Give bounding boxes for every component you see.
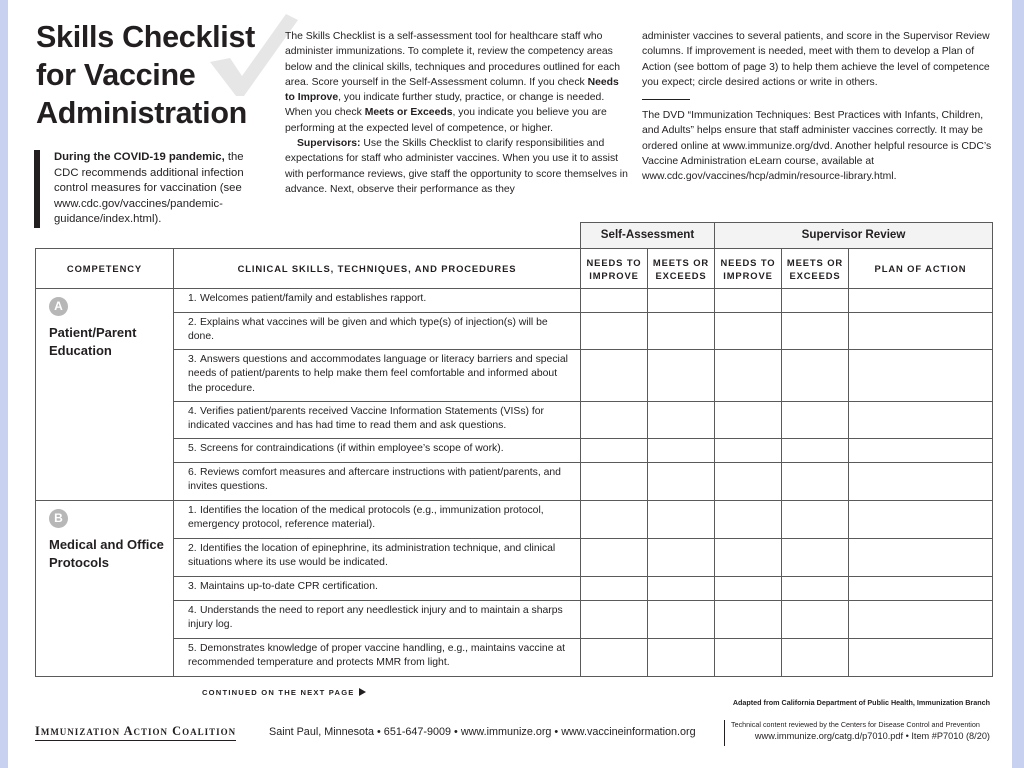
table-row — [36, 539, 993, 577]
skill-cell — [174, 463, 581, 501]
self-needs-cell[interactable] — [581, 639, 648, 677]
super-meets-cell[interactable] — [782, 601, 849, 639]
table-row — [36, 463, 993, 501]
intro-paragraph-2 — [285, 136, 630, 197]
skill-number: 4. — [188, 605, 197, 616]
super-needs-cell[interactable] — [715, 313, 782, 350]
self-meets-cell[interactable] — [648, 601, 715, 639]
self-needs-cell[interactable] — [581, 439, 648, 463]
intro-emphasis: Needs to Improve — [285, 76, 619, 104]
skill-text: Welcomes patient/family and establishes rapport. — [200, 293, 427, 304]
self-needs-cell[interactable] — [581, 539, 648, 577]
plan-of-action-cell[interactable] — [849, 439, 993, 463]
skill-number: 5. — [188, 643, 197, 654]
self-meets-cell[interactable] — [648, 501, 715, 539]
plan-of-action-cell[interactable] — [849, 289, 993, 313]
super-meets-cell[interactable] — [782, 639, 849, 677]
self-needs-cell[interactable] — [581, 402, 648, 439]
plan-of-action-cell[interactable] — [849, 350, 993, 402]
table-row — [36, 289, 993, 313]
skill-cell — [174, 501, 581, 539]
table-row — [36, 639, 993, 677]
table-row — [36, 501, 993, 539]
divider — [642, 99, 690, 100]
intro-text: The Skills Checklist is a self-assessment tool for healthcare staff who administer immunizations. To complete it, review the competency areas below and the clinical skills, techniques and procedures outlined for each area. Score yourself in the Self-Assessment column. If you check — [285, 31, 621, 88]
intro-column-1 — [285, 29, 630, 197]
skill-cell — [174, 350, 581, 402]
super-needs-cell[interactable] — [715, 350, 782, 402]
skill-text: Answers questions and accommodates language or literacy barriers and special needs of patient/parents to help make them feel comfortable and informed about the procedure. — [188, 354, 568, 394]
arrow-right-icon — [359, 688, 366, 696]
plan-of-action-cell[interactable] — [849, 639, 993, 677]
super-meets-cell[interactable] — [782, 289, 849, 313]
self-meets-cell[interactable] — [648, 402, 715, 439]
intro-text: Use the Skills Checklist to clarify responsibilities and expectations for staff who administer vaccines. When you use it to assist with performance reviews, give staff the opportunity to score themselves in advance. Next, observe their performance as they — [285, 138, 628, 195]
self-needs-cell[interactable] — [581, 289, 648, 313]
plan-of-action-cell[interactable] — [849, 539, 993, 577]
self-needs-cell[interactable] — [581, 501, 648, 539]
super-needs-cell[interactable] — [715, 577, 782, 601]
covid-note — [34, 150, 270, 228]
intro-paragraph-1 — [285, 29, 630, 136]
column-header-row — [36, 249, 993, 289]
continued-text: CONTINUED ON THE NEXT PAGE — [202, 688, 355, 697]
section-letter-badge: A — [49, 297, 68, 316]
table-row — [36, 313, 993, 350]
skill-text: Identifies the location of the medical protocols (e.g., immunization protocol, emergency protocol, reference material). — [188, 505, 544, 531]
table-row — [36, 577, 993, 601]
intro-paragraph-3: administer vaccines to several patients, and score in the Supervisor Review columns. If improvement is needed, meet with them to develop a Plan of Action (see bottom of page 3) to help them achieve the level of competence you expect; circle desired actions or write in others. — [642, 31, 990, 88]
table-row — [36, 350, 993, 402]
plan-of-action-cell[interactable] — [849, 313, 993, 350]
super-meets-cell[interactable] — [782, 313, 849, 350]
covid-note-text: the CDC recommends additional infection control measures for vaccination (see www.cdc.gov/vaccines/pandemic-guidance/index.html). — [54, 151, 244, 225]
super-needs-cell[interactable] — [715, 539, 782, 577]
self-meets-cell[interactable] — [648, 313, 715, 350]
self-needs-cell[interactable] — [581, 350, 648, 402]
competency-header: COMPETENCY — [36, 249, 174, 289]
table-row — [36, 402, 993, 439]
self-needs-header: NEEDS TO IMPROVE — [581, 249, 648, 289]
skill-cell — [174, 402, 581, 439]
page-title — [36, 18, 276, 132]
self-meets-cell[interactable] — [648, 539, 715, 577]
group-header-row — [36, 223, 993, 249]
super-meets-cell[interactable] — [782, 463, 849, 501]
skills-body — [36, 289, 993, 677]
skill-number: 2. — [188, 543, 197, 554]
section-letter-badge: B — [49, 509, 68, 528]
super-meets-cell[interactable] — [782, 577, 849, 601]
header-spacer — [36, 223, 581, 249]
skills-table — [35, 222, 993, 677]
skill-number: 5. — [188, 443, 197, 454]
competency-cell — [36, 289, 174, 501]
intro-paragraph-4: The DVD “Immunization Techniques: Best Practices with Infants, Children, and Adults” helps ensure that staff administer vaccines correctly. It may be ordered online at www.immunize.org/dvd. Another helpful resource is CDC’s Vaccine Administration eLearn course, available at www.cdc.gov/vaccines/hcp/admin/resource-library.html. — [642, 110, 992, 183]
super-needs-cell[interactable] — [715, 439, 782, 463]
skill-cell — [174, 289, 581, 313]
skill-cell — [174, 601, 581, 639]
covid-note-bold: During the COVID-19 pandemic, — [54, 151, 225, 163]
intro-text: , you indicate you believe you are performing at the expected level of competence, or higher. — [285, 107, 607, 134]
supervisors-label: Supervisors: — [297, 138, 361, 150]
intro-text: , you indicate further study, practice, or change is needed. When you check — [285, 92, 605, 119]
skill-number: 2. — [188, 317, 197, 328]
self-needs-cell[interactable] — [581, 601, 648, 639]
skill-number: 3. — [188, 354, 197, 365]
plan-of-action-cell[interactable] — [849, 501, 993, 539]
table-row — [36, 601, 993, 639]
plan-of-action-cell[interactable] — [849, 601, 993, 639]
footer-divider — [724, 720, 725, 746]
skill-text: Screens for contraindications (if within employee’s scope of work). — [200, 443, 504, 454]
super-meets-cell[interactable] — [782, 350, 849, 402]
skill-cell — [174, 639, 581, 677]
checklist-page — [8, 0, 1012, 768]
self-assessment-header: Self-Assessment — [581, 223, 715, 249]
table-row — [36, 439, 993, 463]
skill-text: Understands the need to report any needlestick injury and to maintain a sharps injury log. — [188, 605, 563, 631]
skill-cell — [174, 313, 581, 350]
skills-header: CLINICAL SKILLS, TECHNIQUES, AND PROCEDURES — [174, 249, 581, 289]
item-reference: www.immunize.org/catg.d/p7010.pdf • Item #P7010 (8/20) — [754, 731, 990, 741]
skill-text: Identifies the location of epinephrine, its administration technique, and clinical situations where its use would be indicated. — [188, 543, 556, 569]
self-meets-cell[interactable] — [648, 350, 715, 402]
self-meets-cell[interactable] — [648, 289, 715, 313]
competency-name: Patient/Parent Education — [49, 325, 137, 358]
org-name: Immunization Action Coalition — [35, 724, 236, 741]
super-meets-cell[interactable] — [782, 501, 849, 539]
skill-number: 6. — [188, 467, 197, 478]
title-line-2: for Vaccine — [36, 58, 196, 92]
title-line-1: Skills Checklist — [36, 20, 255, 54]
skill-number: 1. — [188, 505, 197, 516]
super-needs-cell[interactable] — [715, 402, 782, 439]
skill-text: Verifies patient/parents received Vaccine Information Statements (VISs) for indicated vaccines and has had time to read them and ask questions. — [188, 406, 545, 432]
self-meets-cell[interactable] — [648, 439, 715, 463]
skill-cell — [174, 539, 581, 577]
super-needs-cell[interactable] — [715, 463, 782, 501]
skill-text: Maintains up-to-date CPR certification. — [200, 581, 378, 592]
skill-text: Reviews comfort measures and aftercare instructions with patient/parents, and invites questions. — [188, 467, 561, 493]
competency-name: Medical and Office Protocols — [49, 537, 164, 570]
super-needs-cell[interactable] — [715, 501, 782, 539]
skill-cell — [174, 439, 581, 463]
skill-cell — [174, 577, 581, 601]
plan-of-action-cell[interactable] — [849, 577, 993, 601]
title-line-3: Administration — [36, 96, 247, 130]
intro-emphasis: Meets or Exceeds — [364, 107, 453, 119]
super-meets-cell[interactable] — [782, 402, 849, 439]
technical-review-note: Technical content reviewed by the Centers for Disease Control and Prevention — [731, 720, 980, 729]
plan-of-action-cell[interactable] — [849, 402, 993, 439]
competency-cell — [36, 501, 174, 677]
self-meets-cell[interactable] — [648, 463, 715, 501]
self-meets-header: MEETS OR EXCEEDS — [648, 249, 715, 289]
org-contact: Saint Paul, Minnesota • 651-647-9009 • www.immunize.org • www.vaccineinformation.org — [269, 726, 696, 738]
continued-note — [202, 688, 366, 697]
intro-column-2 — [642, 29, 992, 185]
super-needs-cell[interactable] — [715, 601, 782, 639]
self-meets-cell[interactable] — [648, 639, 715, 677]
skill-text: Demonstrates knowledge of proper vaccine handling, e.g., maintains vaccine at recommended temperature and protects MMR from light. — [188, 643, 566, 669]
super-needs-cell[interactable] — [715, 639, 782, 677]
skill-number: 4. — [188, 406, 197, 417]
super-needs-cell[interactable] — [715, 289, 782, 313]
plan-of-action-cell[interactable] — [849, 463, 993, 501]
super-needs-header: NEEDS TO IMPROVE — [715, 249, 782, 289]
self-meets-cell[interactable] — [648, 577, 715, 601]
super-meets-cell[interactable] — [782, 439, 849, 463]
plan-header: PLAN OF ACTION — [849, 249, 993, 289]
super-meets-header: MEETS OR EXCEEDS — [782, 249, 849, 289]
supervisor-review-header: Supervisor Review — [715, 223, 993, 249]
self-needs-cell[interactable] — [581, 313, 648, 350]
self-needs-cell[interactable] — [581, 463, 648, 501]
skill-number: 3. — [188, 581, 197, 592]
self-needs-cell[interactable] — [581, 577, 648, 601]
skill-number: 1. — [188, 293, 197, 304]
skill-text: Explains what vaccines will be given and which type(s) of injection(s) will be done. — [188, 317, 548, 343]
adapted-credit: Adapted from California Department of Public Health, Immunization Branch — [732, 698, 990, 707]
super-meets-cell[interactable] — [782, 539, 849, 577]
